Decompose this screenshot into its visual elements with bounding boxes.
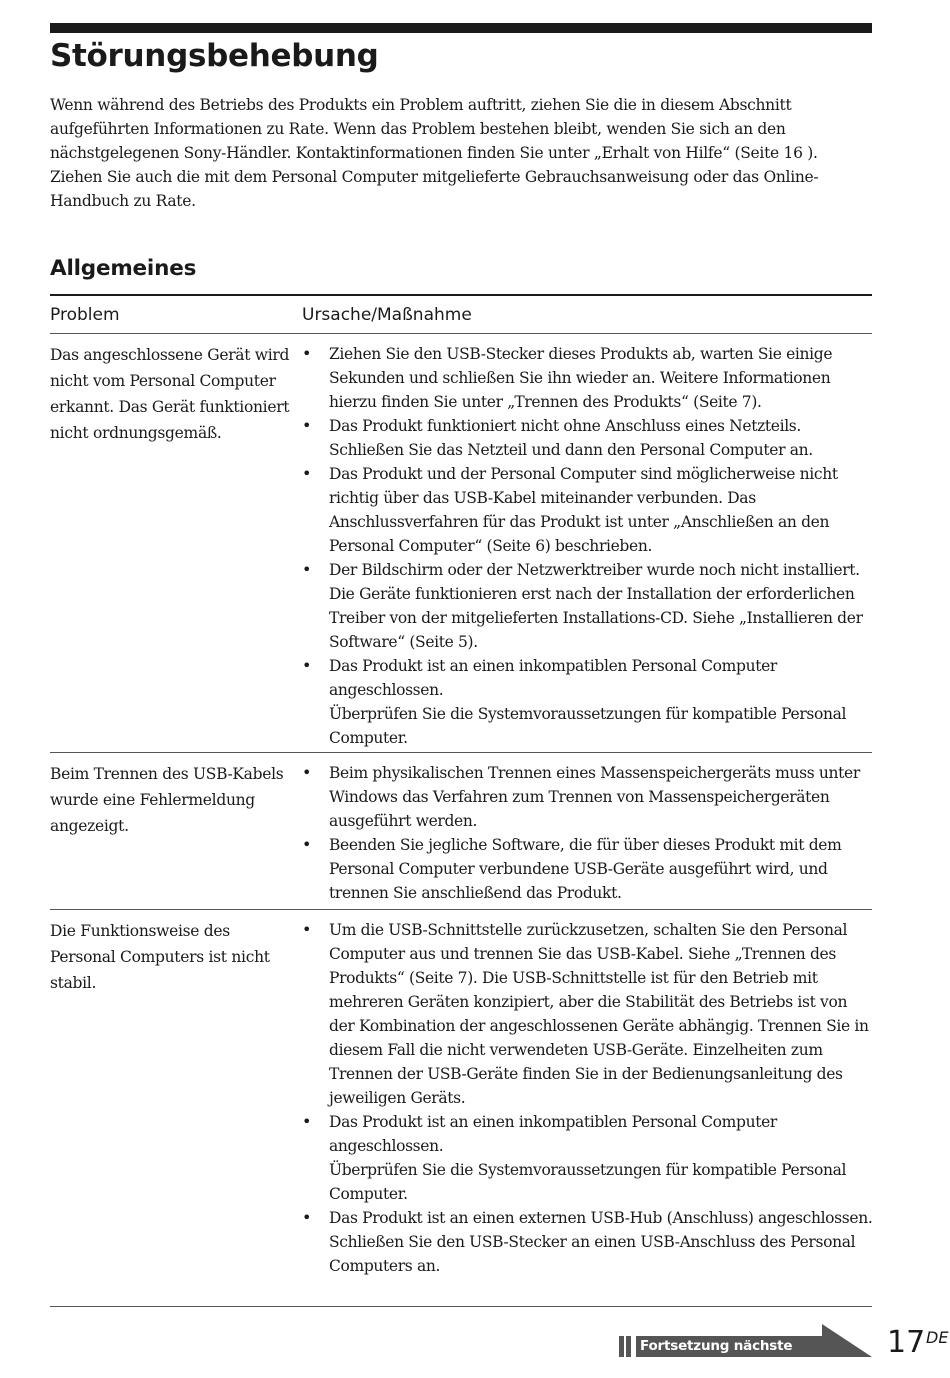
cause-subtext: Überprüfen Sie die Systemvoraussetzungen für kompatible Personal Computer. xyxy=(329,705,847,747)
page-language: DE xyxy=(926,1328,949,1347)
cause-list xyxy=(300,761,874,905)
section-title: Allgemeines xyxy=(50,256,197,281)
cause-text: Das Produkt funktioniert nicht ohne Anschluss eines Netzteils. Schließen Sie das Netzteil und dann den Personal Computer an. xyxy=(329,417,813,459)
column-header-cause: Ursache/Maßnahme xyxy=(302,305,472,325)
cause-list xyxy=(300,342,874,750)
problem-cell: Das angeschlossene Gerät wird nicht vom Personal Computer erkannt. Das Gerät funktioniert nicht ordnungsgemäß. xyxy=(50,346,290,442)
cause-item xyxy=(300,462,874,558)
troubleshooting-table xyxy=(50,294,872,1307)
cause-text: Ziehen Sie den USB-Stecker dieses Produkts ab, warten Sie einige Sekunden und schließen Sie ihn wieder an. Weitere Informationen hierzu finden Sie unter „Trennen des Produkts“ (Seite 7). xyxy=(329,345,833,411)
continue-label: Fortsetzung nächste Seite... xyxy=(636,1336,836,1357)
problem-cell: Beim Trennen des USB-Kabels wurde eine Fehlermeldung angezeigt. xyxy=(50,765,284,835)
intro-paragraph: Wenn während des Betriebs des Produkts ein Problem auftritt, ziehen Sie die in diesem Abschnitt aufgeführten Informationen zu Rate. Wenn das Problem bestehen bleibt, wenden Sie sich an den nächstgelegenen Sony-Händler. Kontaktinformationen finden Sie unter „Erhalt von Hilfe“ (Seite 16 ). Ziehen Sie auch die mit dem Personal Computer mitgelieferte Gebrauchsanweisung oder das Online-Handbuch zu Rate. xyxy=(50,96,819,210)
column-header-problem: Problem xyxy=(50,305,120,325)
cause-text: Das Produkt und der Personal Computer sind möglicherweise nicht richtig über das USB-Kabel miteinander verbunden. Das Anschlussverfahren für das Produkt ist unter „Anschließen an den Personal Computer“ (Seite 6) beschrieben. xyxy=(329,465,838,555)
top-rule xyxy=(50,23,872,33)
cause-item xyxy=(300,918,874,1110)
cause-text: Das Produkt ist an einen externen USB-Hub (Anschluss) angeschlossen. xyxy=(329,1209,873,1227)
cause-text: Der Bildschirm oder der Netzwerktreiber wurde noch nicht installiert. Die Geräte funktionieren erst nach der Installation der erforderlichen Treiber von der mitgelieferten Installations-CD. Siehe „Installieren der Software“ (Seite 5). xyxy=(329,561,863,651)
cause-item xyxy=(300,558,874,654)
problem-cell: Die Funktionsweise des Personal Computers ist nicht stabil. xyxy=(50,922,270,992)
table-header xyxy=(50,294,872,334)
continue-arrow-icon xyxy=(822,1324,872,1357)
table-row xyxy=(50,753,872,910)
cause-item xyxy=(300,1110,874,1206)
cause-item xyxy=(300,833,874,905)
cause-text: Das Produkt ist an einen inkompatiblen Personal Computer angeschlossen. xyxy=(329,657,777,699)
cause-subtext: Überprüfen Sie die Systemvoraussetzungen für kompatible Personal Computer. xyxy=(329,1161,847,1203)
cause-text: Beim physikalischen Trennen eines Massenspeichergeräts muss unter Windows das Verfahren zum Trennen von Massenspeichergeräten ausgeführt werden. xyxy=(329,764,860,830)
page-number: 17 xyxy=(887,1325,926,1360)
cause-subtext: Schließen Sie den USB-Stecker an einen USB-Anschluss des Personal Computers an. xyxy=(329,1233,856,1275)
cause-item xyxy=(300,654,874,750)
cause-item xyxy=(300,342,874,414)
cause-item xyxy=(300,761,874,833)
table-row xyxy=(50,910,872,1307)
table-row xyxy=(50,334,872,753)
page-title: Störungsbehebung xyxy=(50,38,379,74)
cause-list xyxy=(300,918,874,1278)
footer-bars-decoration xyxy=(619,1336,635,1357)
cause-text: Beenden Sie jegliche Software, die für über dieses Produkt mit dem Personal Computer verbundene USB-Geräte ausgeführt wird, und trennen Sie anschließend das Produkt. xyxy=(329,836,842,902)
cause-item xyxy=(300,1206,874,1278)
cause-text: Das Produkt ist an einen inkompatiblen Personal Computer angeschlossen. xyxy=(329,1113,777,1155)
cause-text: Um die USB-Schnittstelle zurückzusetzen, schalten Sie den Personal Computer aus und trennen Sie das USB-Kabel. Siehe „Trennen des Produkts“ (Seite 7). Die USB-Schnittstelle ist für den Betrieb mit mehreren Geräten konzipiert, aber die Stabilität des Betriebs ist von der Kombination der angeschlossenen Geräte abhängig. Trennen Sie in diesem Fall die nicht verwendeten USB-Geräte. Einzelheiten zum Trennen der USB-Geräte finden Sie in der Bedienungsanleitung des jeweiligen Geräts. xyxy=(329,921,869,1107)
cause-item xyxy=(300,414,874,462)
